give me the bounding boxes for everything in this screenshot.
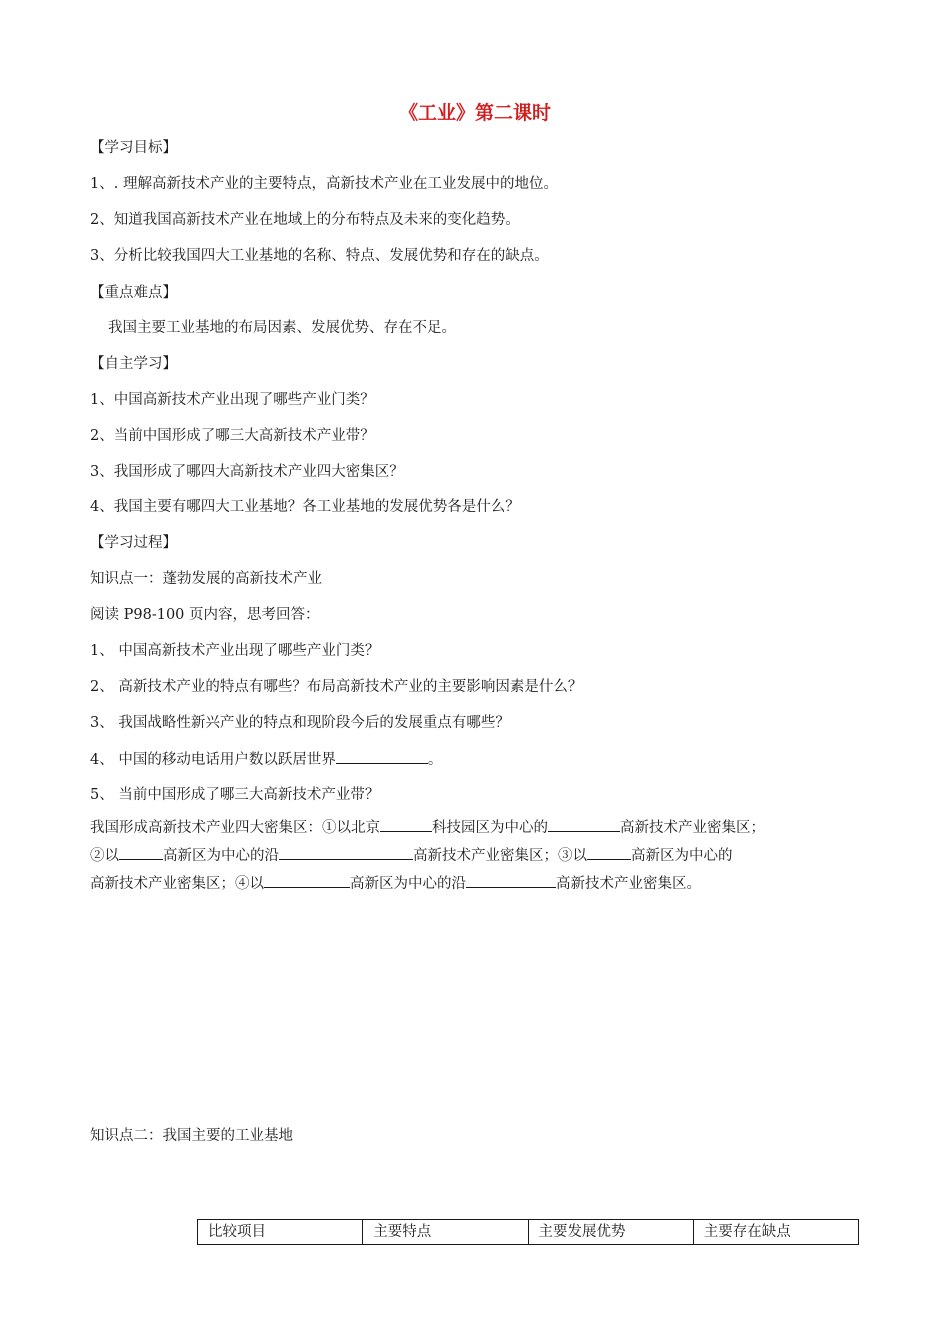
fill-text: 我国形成高新技术产业四大密集区：①以北京 bbox=[90, 820, 380, 836]
key-text: 我国主要工业基地的布局因素、发展优势、存在不足。 bbox=[108, 320, 456, 336]
table-header-cell: 主要发展优势 bbox=[528, 1220, 693, 1245]
knowledge-point-1-title: 知识点一：蓬勃发展的高新技术产业 bbox=[90, 571, 322, 587]
fill-text: 高新技术产业密集区。 bbox=[556, 876, 701, 892]
self-study-item: 2、当前中国形成了哪三大高新技术产业带？ bbox=[90, 428, 375, 444]
table-header-cell: 主要特点 bbox=[363, 1220, 528, 1245]
fill-text: 高新区为中心的沿 bbox=[350, 876, 466, 892]
question-text: 4、 中国的移动电话用户数以跃居世界 bbox=[90, 752, 336, 768]
answer-blank[interactable] bbox=[587, 845, 631, 860]
self-study-item: 4、我国主要有哪四大工业基地？各工业基地的发展优势各是什么？ bbox=[90, 499, 520, 515]
fill-in-line bbox=[90, 845, 733, 866]
table-header-cell: 比较项目 bbox=[198, 1220, 363, 1245]
answer-blank[interactable] bbox=[466, 873, 556, 888]
question-item: 2、 高新技术产业的特点有哪些？布局高新技术产业的主要影响因素是什么？ bbox=[90, 679, 583, 695]
answer-blank[interactable] bbox=[279, 845, 413, 860]
answer-blank[interactable] bbox=[380, 817, 432, 832]
question-item bbox=[90, 749, 442, 770]
answer-blank[interactable] bbox=[119, 845, 163, 860]
answer-blank[interactable] bbox=[336, 749, 428, 764]
fill-text: 高新区为中心的 bbox=[631, 848, 733, 864]
self-study-item: 3、我国形成了哪四大高新技术产业四大密集区？ bbox=[90, 464, 404, 480]
fill-text: ②以 bbox=[90, 848, 119, 864]
goal-item: 3、分析比较我国四大工业基地的名称、特点、发展优势和存在的缺点。 bbox=[90, 248, 549, 264]
self-study-item: 1、中国高新技术产业出现了哪些产业门类？ bbox=[90, 392, 375, 408]
reading-instruction: 阅读 P98-100 页内容，思考回答： bbox=[90, 607, 320, 623]
goals-header: 【学习目标】 bbox=[90, 140, 177, 156]
question-item: 3、 我国战略性新兴产业的特点和现阶段今后的发展重点有哪些？ bbox=[90, 715, 510, 731]
fill-in-line bbox=[90, 873, 701, 894]
table-header-cell: 主要存在缺点 bbox=[693, 1220, 858, 1245]
question-end: 。 bbox=[427, 752, 443, 768]
comparison-table bbox=[197, 1219, 859, 1245]
question-item: 5、 当前中国形成了哪三大高新技术产业带？ bbox=[90, 787, 380, 803]
question-item: 1、 中国高新技术产业出现了哪些产业门类？ bbox=[90, 643, 380, 659]
goal-item: 1、. 理解高新技术产业的主要特点，高新技术产业在工业发展中的地位。 bbox=[90, 176, 558, 192]
knowledge-point-2-title: 知识点二：我国主要的工业基地 bbox=[90, 1128, 293, 1144]
self-study-header: 【自主学习】 bbox=[90, 356, 177, 372]
key-header: 【重点难点】 bbox=[90, 285, 177, 301]
fill-text: 高新区为中心的沿 bbox=[163, 848, 279, 864]
fill-in-line bbox=[90, 817, 765, 838]
process-header: 【学习过程】 bbox=[90, 535, 177, 551]
fill-text: 科技园区为中心的 bbox=[432, 820, 548, 836]
fill-text: 高新技术产业密集区； bbox=[620, 820, 765, 836]
answer-blank[interactable] bbox=[548, 817, 620, 832]
fill-text: 高新技术产业密集区；③以 bbox=[413, 848, 587, 864]
goal-item: 2、知道我国高新技术产业在地域上的分布特点及未来的变化趋势。 bbox=[90, 212, 520, 228]
fill-text: 高新技术产业密集区；④以 bbox=[90, 876, 264, 892]
answer-blank[interactable] bbox=[264, 873, 350, 888]
table-header-row bbox=[198, 1220, 859, 1245]
page-title: 《工业》第二课时 bbox=[398, 102, 551, 124]
